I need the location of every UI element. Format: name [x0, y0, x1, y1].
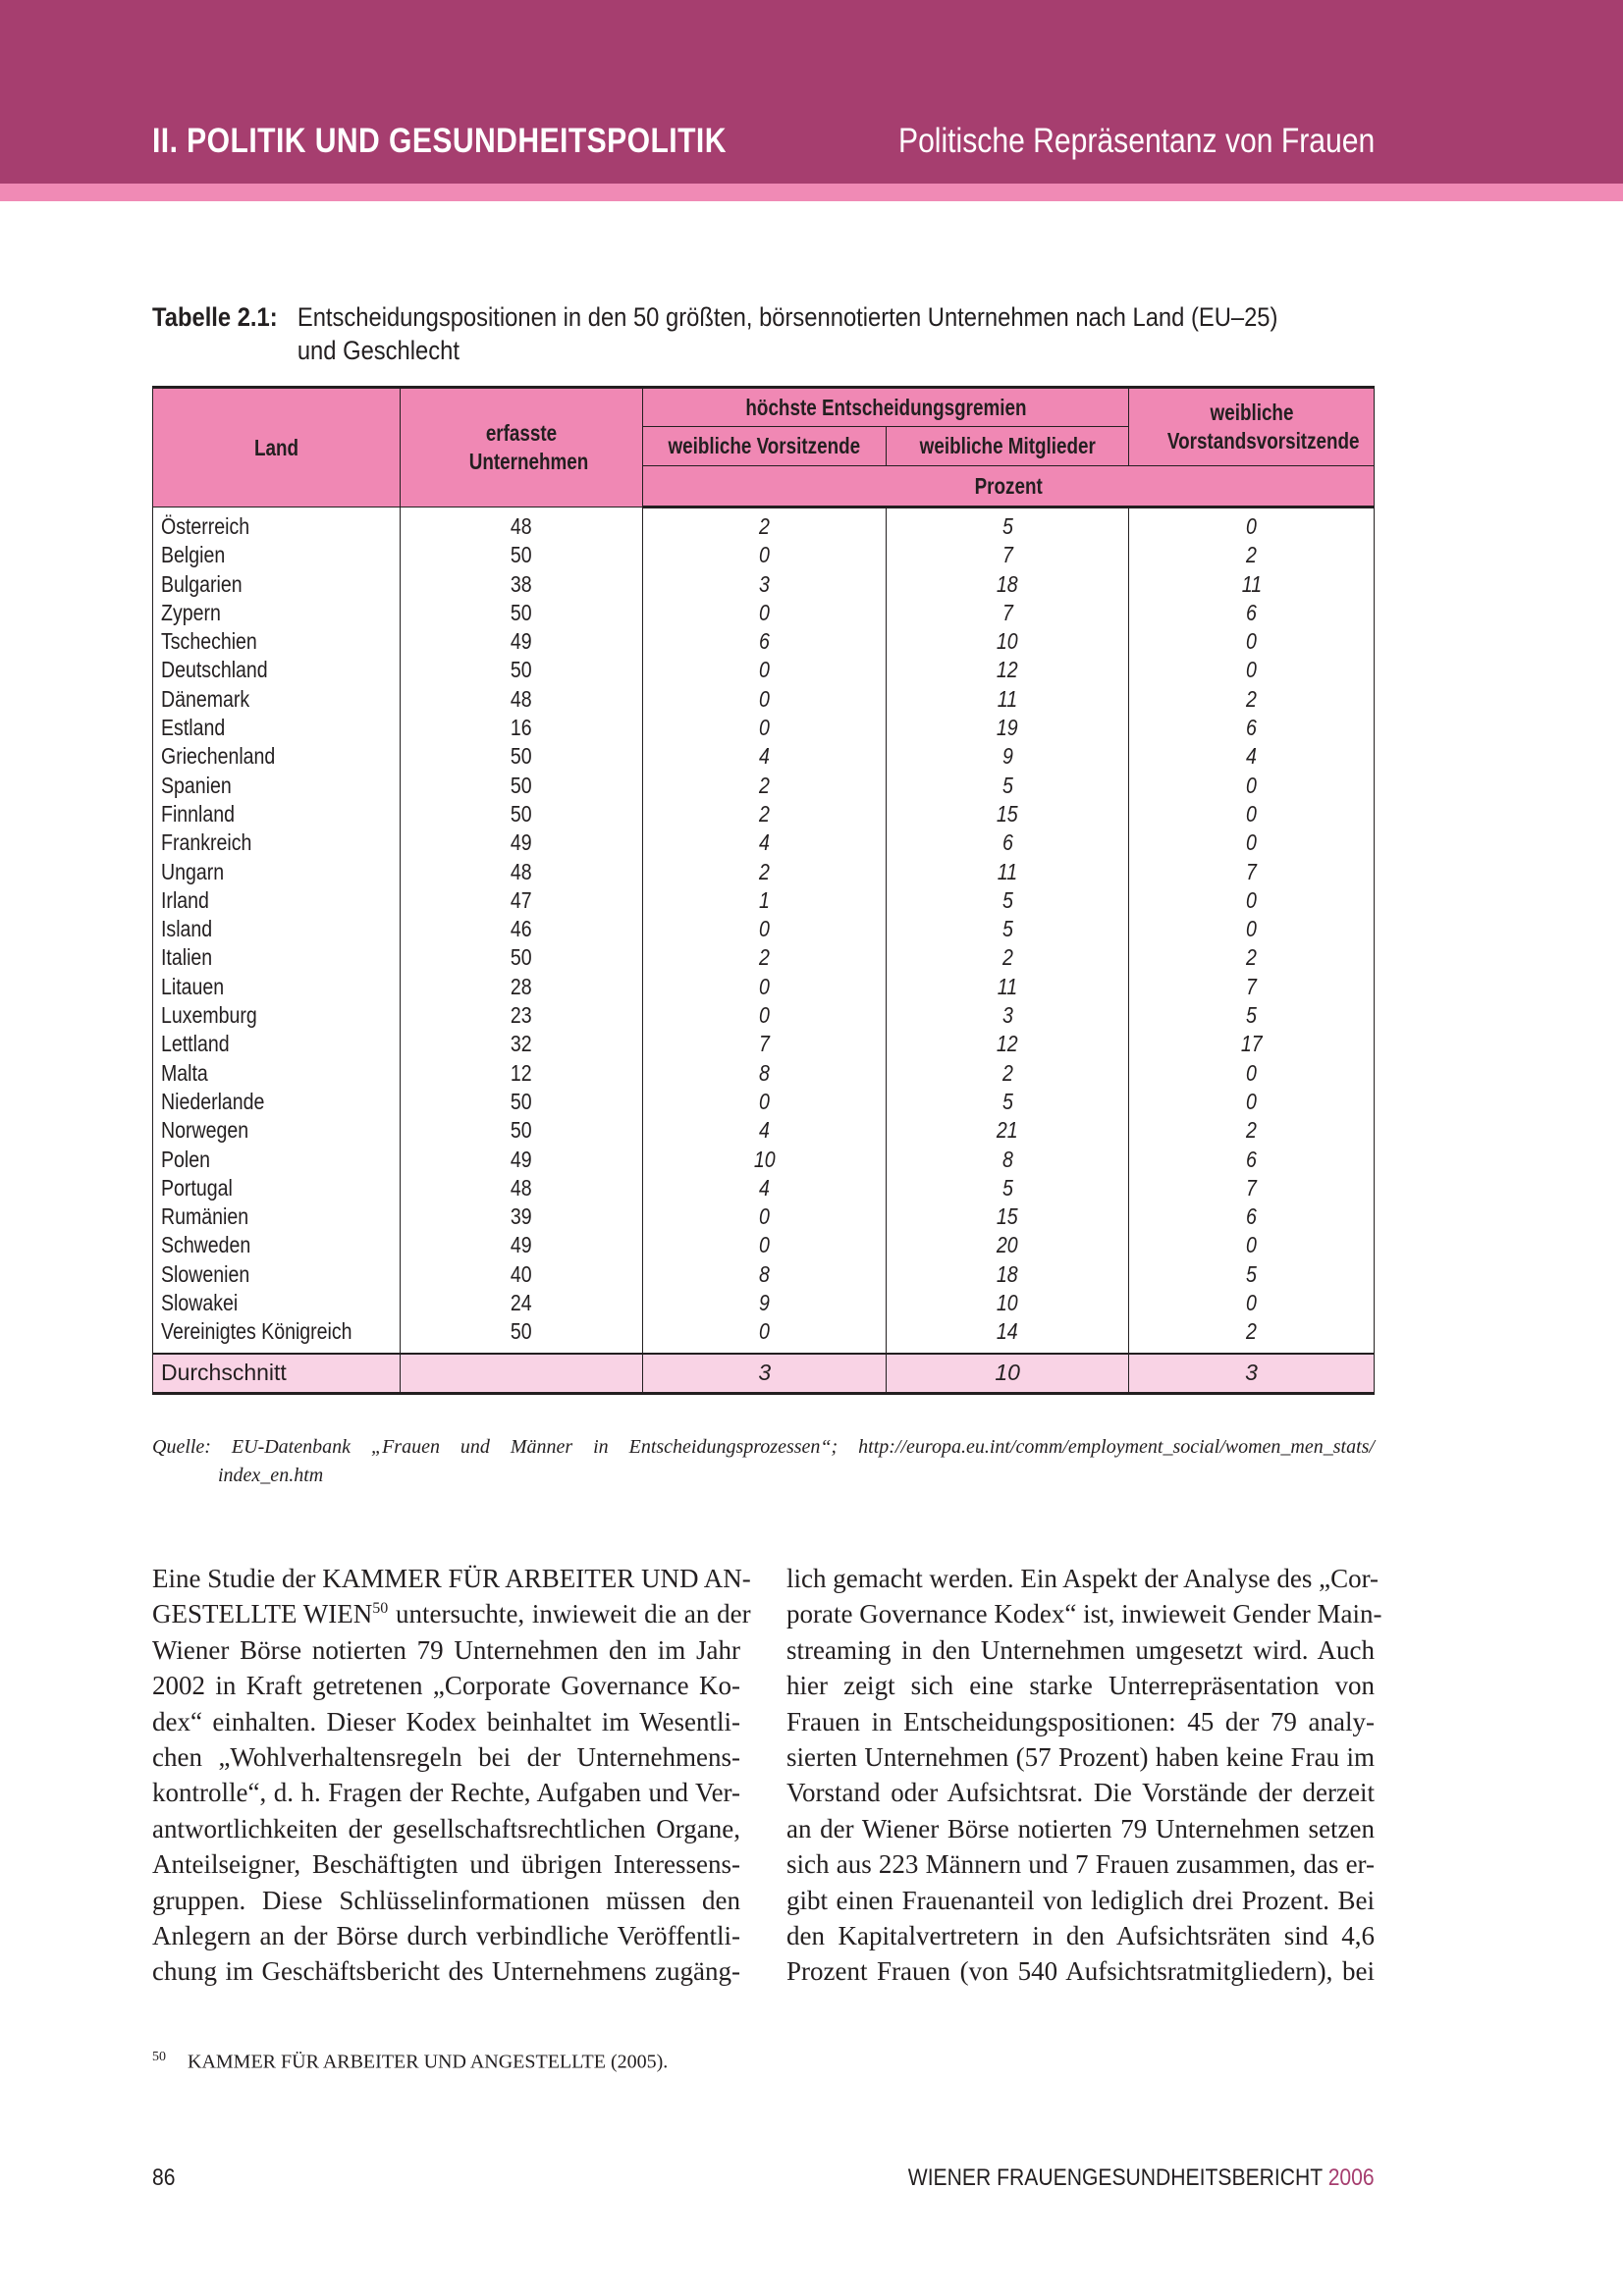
cell-vorsitzende: 8	[643, 1059, 887, 1088]
cell-land: Portugal	[153, 1174, 401, 1202]
cell-mitglieder: 7	[887, 541, 1129, 569]
header-prozent: Prozent	[643, 466, 1375, 507]
topic-title: Politische Repräsentanz von Frauen	[897, 122, 1375, 160]
cell-erfasste: 47	[400, 886, 643, 915]
cell-vorsitzende: 10	[643, 1146, 887, 1174]
header-stripe	[0, 184, 1623, 201]
text-line: den Kapitalvertretern in den Aufsichtsräten sind 4,6	[786, 1920, 1375, 1950]
text-line: Frauen in Entscheidungspositionen: 45 der 79 analy-	[786, 1706, 1375, 1736]
cell-vorsitzende: 0	[643, 1202, 887, 1231]
text-line: streaming in den Unternehmen umgesetzt wird. Auch	[786, 1634, 1375, 1665]
footnote-ref: 50	[372, 1600, 389, 1618]
cell-vorsitzende: 2	[643, 772, 887, 800]
cell-erfasste: 50	[400, 656, 643, 684]
cell-mitglieder: 5	[887, 772, 1129, 800]
table-row	[153, 1059, 1375, 1088]
cell-erfasste: 23	[400, 1001, 643, 1030]
cell-erfasste: 50	[400, 1317, 643, 1353]
cell-erfasste: 38	[400, 570, 643, 599]
text-line: Wiener Börse notierten 79 Unternehmen den im Jahr	[152, 1634, 740, 1665]
cell-mitglieder: 2	[887, 1059, 1129, 1088]
cell-vorstand: 17	[1129, 1030, 1375, 1058]
cell-erfasste: 49	[400, 1146, 643, 1174]
cell-mitglieder: 18	[887, 570, 1129, 599]
caption-line1: Entscheidungspositionen in den 50 größten, börsennotierten Unternehmen nach Land (EU–25)	[297, 302, 1278, 332]
source-line2: index_en.htm	[218, 1465, 324, 1486]
cell-vorstand: 0	[1129, 1231, 1375, 1259]
cell-mitglieder: 7	[887, 599, 1129, 627]
data-table	[152, 386, 1375, 1395]
cell-erfasste: 49	[400, 828, 643, 857]
cell-vorstand: 2	[1129, 685, 1375, 714]
cell-vorstand: 6	[1129, 599, 1375, 627]
table-row	[153, 714, 1375, 742]
cell-land: Bulgarien	[153, 570, 401, 599]
table-row	[153, 1289, 1375, 1317]
cell-land: Polen	[153, 1146, 401, 1174]
cell-vorstand: 6	[1129, 1146, 1375, 1174]
average-vorstand: 3	[1129, 1354, 1375, 1394]
cell-erfasste: 50	[400, 1088, 643, 1116]
cell-land: Griechenland	[153, 742, 401, 771]
cell-vorstand: 6	[1129, 714, 1375, 742]
cell-land: Malta	[153, 1059, 401, 1088]
cell-vorsitzende: 2	[643, 943, 887, 972]
text-line: an der Wiener Börse notierten 79 Unternehmen setzen	[786, 1813, 1375, 1843]
cell-mitglieder: 11	[887, 973, 1129, 1001]
table-row	[153, 973, 1375, 1001]
cell-vorsitzende: 0	[643, 915, 887, 943]
cell-erfasste: 50	[400, 599, 643, 627]
cell-erfasste: 49	[400, 627, 643, 656]
cell-vorsitzende: 4	[643, 742, 887, 771]
cell-mitglieder: 6	[887, 828, 1129, 857]
cell-mitglieder: 11	[887, 685, 1129, 714]
cell-vorstand: 5	[1129, 1001, 1375, 1030]
cell-vorstand: 6	[1129, 1202, 1375, 1231]
table-row	[153, 1001, 1375, 1030]
cell-erfasste: 50	[400, 742, 643, 771]
cell-land: Zypern	[153, 599, 401, 627]
table-row	[153, 1174, 1375, 1202]
text-line: antwortlichkeiten der gesellschaftsrechtlichen Organe,	[152, 1813, 740, 1843]
cell-land: Tschechien	[153, 627, 401, 656]
cell-mitglieder: 10	[887, 627, 1129, 656]
cell-vorsitzende: 0	[643, 1317, 887, 1353]
text-line: kontrolle“, d. h. Fragen der Rechte, Aufgaben und Ver-	[152, 1778, 740, 1808]
source-note	[152, 1433, 1375, 1490]
table-row	[153, 627, 1375, 656]
text-line: 2002 in Kraft getretenen „Corporate Governance Ko-	[152, 1671, 740, 1701]
cell-erfasste: 39	[400, 1202, 643, 1231]
table-row	[153, 886, 1375, 915]
text-line: Prozent Frauen (von 540 Aufsichtsratmitgliedern), bei	[786, 1956, 1375, 1987]
table-row	[153, 742, 1375, 771]
table-row	[153, 541, 1375, 569]
cell-vorstand: 0	[1129, 1059, 1375, 1088]
table-row	[153, 858, 1375, 886]
cell-vorsitzende: 0	[643, 599, 887, 627]
header-erfasste: erfasste Unternehmen	[400, 388, 643, 507]
cell-mitglieder: 5	[887, 886, 1129, 915]
cell-vorsitzende: 7	[643, 1030, 887, 1058]
cell-erfasste: 32	[400, 1030, 643, 1058]
cell-erfasste: 50	[400, 541, 643, 569]
text-line: Vorstand oder Aufsichtsrat. Die Vorstände der derzeit	[786, 1778, 1375, 1808]
header-vorstand: weibliche Vorstandsvorsitzende	[1129, 388, 1375, 466]
cell-mitglieder: 18	[887, 1260, 1129, 1289]
cell-land: Frankreich	[153, 828, 401, 857]
cell-vorstand: 2	[1129, 943, 1375, 972]
table-row	[153, 656, 1375, 684]
cell-erfasste: 16	[400, 714, 643, 742]
cell-vorstand: 5	[1129, 1260, 1375, 1289]
text-line: Eine Studie der KAMMER FÜR ARBEITER UND AN-	[152, 1564, 751, 1593]
cell-land: Litauen	[153, 973, 401, 1001]
cell-vorsitzende: 2	[643, 507, 887, 542]
cell-land: Slowenien	[153, 1260, 401, 1289]
caption-label: Tabelle 2.1:	[152, 302, 278, 332]
cell-erfasste: 50	[400, 943, 643, 972]
body-column-left	[152, 1561, 751, 1990]
text-line: hier zeigt sich eine starke Unterrepräsentation von	[786, 1671, 1375, 1701]
cell-land: Finnland	[153, 800, 401, 828]
cell-land: Rumänien	[153, 1202, 401, 1231]
average-label: Durchschnitt	[153, 1354, 401, 1394]
text-line: dex“ einhalten. Dieser Kodex beinhaltet im Wesentli-	[152, 1706, 740, 1736]
cell-land: Island	[153, 915, 401, 943]
cell-land: Irland	[153, 886, 401, 915]
table-row	[153, 570, 1375, 599]
table-row	[153, 1260, 1375, 1289]
cell-vorstand: 0	[1129, 507, 1375, 542]
cell-vorsitzende: 2	[643, 858, 887, 886]
cell-vorsitzende: 4	[643, 828, 887, 857]
text-line: GESTELLTE WIEN$^{50}$ untersuchte, inwieweit die an der	[152, 1599, 751, 1629]
cell-erfasste: 48	[400, 685, 643, 714]
cell-vorstand: 7	[1129, 973, 1375, 1001]
cell-land: Norwegen	[153, 1116, 401, 1145]
cell-mitglieder: 5	[887, 1088, 1129, 1116]
text-line: porate Governance Kodex“ ist, inwieweit Gender Main-	[786, 1599, 1382, 1629]
text-line: chen „Wohlverhaltensregeln bei der Unternehmens-	[152, 1741, 740, 1772]
cell-mitglieder: 21	[887, 1116, 1129, 1145]
cell-vorstand: 2	[1129, 1317, 1375, 1353]
section-title: II. POLITIK UND GESUNDHEITSPOLITIK	[152, 122, 727, 160]
cell-vorstand: 0	[1129, 1088, 1375, 1116]
cell-land: Deutschland	[153, 656, 401, 684]
cell-vorstand: 0	[1129, 886, 1375, 915]
cell-vorstand: 11	[1129, 570, 1375, 599]
cell-vorstand: 0	[1129, 1289, 1375, 1317]
cell-mitglieder: 14	[887, 1317, 1129, 1353]
body-column-right	[786, 1561, 1382, 1990]
cell-vorsitzende: 0	[643, 656, 887, 684]
table-row	[153, 915, 1375, 943]
header-vorsitzende: weibliche Vorsitzende	[643, 427, 887, 466]
cell-vorsitzende: 0	[643, 1088, 887, 1116]
cell-erfasste: 46	[400, 915, 643, 943]
table-row	[153, 772, 1375, 800]
text-line: Anteilseigner, Beschäftigten und übrigen Interessens-	[152, 1849, 740, 1880]
cell-vorsitzende: 0	[643, 1231, 887, 1259]
source-line1: Quelle: EU-Datenbank „Frauen und Männer in Entscheidungsprozessen“; http://europa.eu.int/comm/employment_social/women_men_stats/	[152, 1436, 1375, 1458]
text-line: Anlegern an der Börse durch verbindliche Veröffentli-	[152, 1920, 740, 1950]
cell-erfasste: 50	[400, 1116, 643, 1145]
table-row	[153, 943, 1375, 972]
cell-land: Ungarn	[153, 858, 401, 886]
cell-erfasste: 12	[400, 1059, 643, 1088]
cell-vorstand: 0	[1129, 828, 1375, 857]
cell-vorsitzende: 1	[643, 886, 887, 915]
cell-land: Italien	[153, 943, 401, 972]
cell-vorsitzende: 0	[643, 1001, 887, 1030]
cell-vorsitzende: 4	[643, 1174, 887, 1202]
cell-land: Lettland	[153, 1030, 401, 1058]
cell-vorstand: 0	[1129, 800, 1375, 828]
cell-land: Schweden	[153, 1231, 401, 1259]
header-gremien: höchste Entscheidungsgremien	[643, 388, 1129, 427]
cell-mitglieder: 12	[887, 1030, 1129, 1058]
cell-mitglieder: 15	[887, 1202, 1129, 1231]
cell-vorsitzende: 9	[643, 1289, 887, 1317]
cell-vorstand: 0	[1129, 772, 1375, 800]
cell-vorstand: 2	[1129, 541, 1375, 569]
cell-vorstand: 0	[1129, 656, 1375, 684]
cell-mitglieder: 12	[887, 656, 1129, 684]
cell-mitglieder: 10	[887, 1289, 1129, 1317]
cell-vorsitzende: 2	[643, 800, 887, 828]
cell-mitglieder: 11	[887, 858, 1129, 886]
footer-year: 2006	[1328, 2164, 1375, 2191]
cell-vorstand: 7	[1129, 1174, 1375, 1202]
cell-vorsitzende: 0	[643, 973, 887, 1001]
cell-mitglieder: 5	[887, 1174, 1129, 1202]
text-line: lich gemacht werden. Ein Aspekt der Analyse des „Cor-	[786, 1564, 1380, 1593]
table-caption	[152, 302, 1380, 366]
table-row	[153, 507, 1375, 542]
text-line: chung im Geschäftsbericht des Unternehmens zugäng-	[152, 1956, 740, 1987]
cell-land: Vereinigtes Königreich	[153, 1317, 401, 1353]
cell-vorsitzende: 0	[643, 685, 887, 714]
cell-mitglieder: 5	[887, 915, 1129, 943]
text-line: sich aus 223 Männern und 7 Frauen zusammen, das er-	[786, 1849, 1375, 1880]
text-line: gruppen. Diese Schlüsselinformationen müssen den	[152, 1885, 740, 1915]
header-land: Land	[153, 388, 401, 507]
text-line: gibt einen Frauenanteil von lediglich drei Prozent. Bei	[786, 1885, 1375, 1915]
average-vorsitzende: 3	[643, 1354, 887, 1394]
table-row	[153, 828, 1375, 857]
footer-report-title	[908, 2164, 1375, 2192]
table-row	[153, 1231, 1375, 1259]
table-row	[153, 1146, 1375, 1174]
cell-land: Estland	[153, 714, 401, 742]
cell-vorsitzende: 6	[643, 627, 887, 656]
cell-land: Dänemark	[153, 685, 401, 714]
cell-erfasste: 28	[400, 973, 643, 1001]
cell-land: Österreich	[153, 507, 401, 542]
average-row	[153, 1354, 1375, 1394]
cell-vorstand: 4	[1129, 742, 1375, 771]
caption-line2: und Geschlecht	[297, 336, 460, 365]
text-line: sierten Unternehmen (57 Prozent) haben keine Frau im	[786, 1741, 1375, 1772]
cell-erfasste: 50	[400, 772, 643, 800]
cell-land: Belgien	[153, 541, 401, 569]
cell-vorsitzende: 0	[643, 714, 887, 742]
footnote	[152, 2050, 668, 2074]
cell-land: Niederlande	[153, 1088, 401, 1116]
cell-mitglieder: 5	[887, 507, 1129, 542]
cell-mitglieder: 15	[887, 800, 1129, 828]
cell-erfasste: 40	[400, 1260, 643, 1289]
cell-land: Spanien	[153, 772, 401, 800]
table-row	[153, 800, 1375, 828]
cell-erfasste: 24	[400, 1289, 643, 1317]
cell-erfasste: 48	[400, 1174, 643, 1202]
footnote-text: KAMMER FÜR ARBEITER UND ANGESTELLTE (2005).	[188, 2051, 669, 2073]
cell-vorsitzende: 4	[643, 1116, 887, 1145]
cell-vorstand: 0	[1129, 627, 1375, 656]
table-row	[153, 1317, 1375, 1353]
page-number: 86	[152, 2164, 176, 2191]
cell-erfasste: 49	[400, 1231, 643, 1259]
cell-vorstand: 2	[1129, 1116, 1375, 1145]
cell-mitglieder: 8	[887, 1146, 1129, 1174]
cell-vorsitzende: 3	[643, 570, 887, 599]
cell-erfasste: 50	[400, 800, 643, 828]
cell-vorsitzende: 0	[643, 541, 887, 569]
cell-erfasste: 48	[400, 858, 643, 886]
cell-mitglieder: 19	[887, 714, 1129, 742]
table-row	[153, 1116, 1375, 1145]
cell-land: Slowakei	[153, 1289, 401, 1317]
cell-mitglieder: 20	[887, 1231, 1129, 1259]
average-mitglieder: 10	[887, 1354, 1129, 1394]
footnote-number: 50	[152, 2050, 166, 2064]
cell-vorstand: 7	[1129, 858, 1375, 886]
average-erfasste	[400, 1354, 643, 1394]
table-row	[153, 1202, 1375, 1231]
cell-mitglieder: 9	[887, 742, 1129, 771]
table-row	[153, 599, 1375, 627]
table-row	[153, 1030, 1375, 1058]
table-row	[153, 685, 1375, 714]
cell-land: Luxemburg	[153, 1001, 401, 1030]
cell-mitglieder: 2	[887, 943, 1129, 972]
table-row	[153, 1088, 1375, 1116]
footer-report: WIENER FRAUENGESUNDHEITSBERICHT	[908, 2164, 1329, 2191]
cell-mitglieder: 3	[887, 1001, 1129, 1030]
cell-vorstand: 0	[1129, 915, 1375, 943]
cell-erfasste: 48	[400, 507, 643, 542]
header-mitglieder: weibliche Mitglieder	[887, 427, 1129, 466]
cell-vorsitzende: 8	[643, 1260, 887, 1289]
